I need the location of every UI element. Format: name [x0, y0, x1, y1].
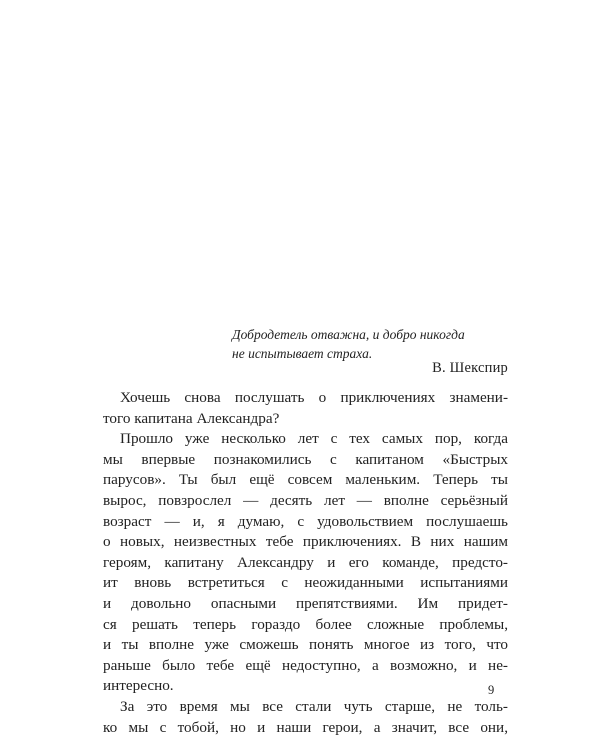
text-line: вырос, повзрослел — десять лет — вполне серьёзный — [103, 491, 508, 509]
epigraph-line: не испытывает страха. — [232, 346, 373, 361]
text-line: ко мы с тобой, но и наши герои, а значит, все они, — [103, 718, 508, 736]
text-line: о новых, неизвестных тебе приключениях. В них нашим — [103, 533, 508, 551]
text-line: ит вновь встретиться с неожиданными испытаниями — [103, 574, 508, 592]
text-line: ся решать теперь гораздо более сложные проблемы, — [103, 615, 508, 633]
paragraph — [103, 697, 508, 738]
epigraph-author: В. Шекспир — [432, 360, 508, 376]
paragraph — [103, 388, 508, 429]
body-text — [103, 388, 508, 738]
text-line: За это время мы все стали чуть старше, не толь- — [120, 697, 508, 715]
text-line: того капитана Александра? — [103, 409, 280, 427]
page-number: 9 — [488, 683, 495, 697]
text-line: и довольно опасными препятствиями. Им придет- — [103, 594, 508, 612]
epigraph-line: Добродетель отважна, и добро никогда — [232, 327, 465, 342]
text-line: парусов». Ты был ещё совсем маленьким. Теперь ты — [103, 471, 508, 489]
text-line: мы впервые познакомились с капитаном «Быстрых — [103, 450, 508, 468]
text-line: возраст — и, я думаю, с удовольствием послушаешь — [103, 512, 508, 530]
text-line: героям, капитану Александру и его команде, предсто- — [103, 553, 508, 571]
paragraph — [103, 429, 508, 697]
text-line: раньше было тебе ещё недоступно, а возможно, и не- — [103, 656, 508, 674]
epigraph — [232, 325, 532, 363]
text-line: Прошло уже несколько лет с тех самых пор, когда — [120, 430, 508, 448]
text-line: и ты вполне уже сможешь понять многое из того, что — [103, 636, 508, 654]
text-line: интересно. — [103, 677, 174, 695]
text-line: Хочешь снова послушать о приключениях знамени- — [120, 389, 508, 406]
